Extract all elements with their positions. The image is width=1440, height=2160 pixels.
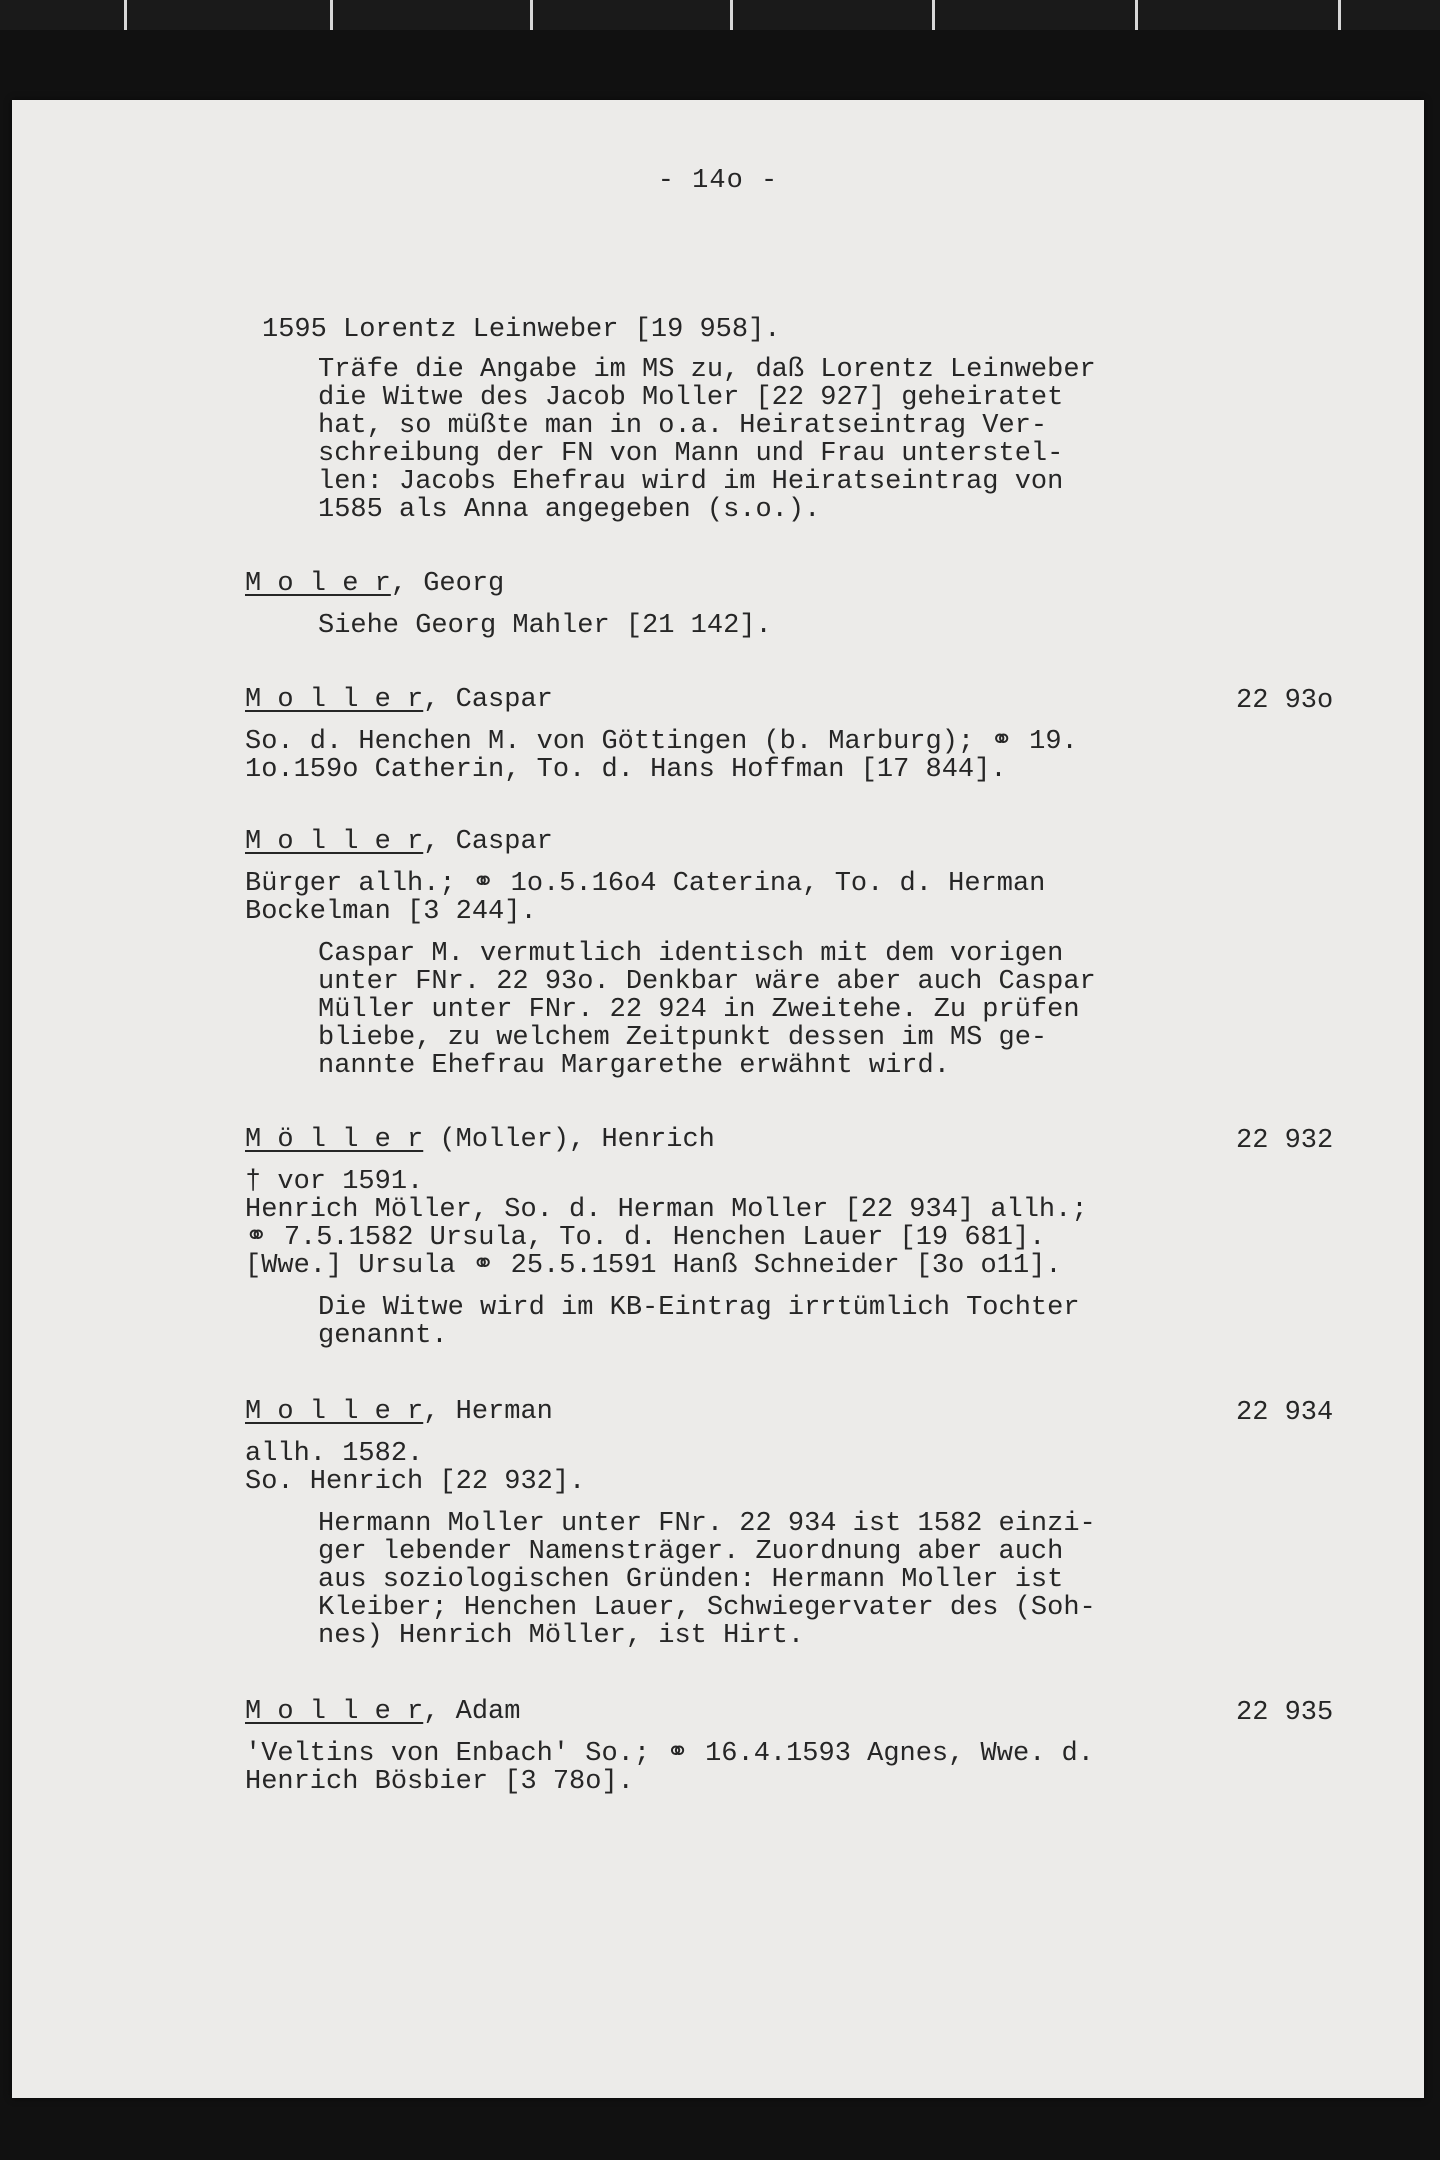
entry-line: 1595 Lorentz Leinweber [19 958]. bbox=[262, 315, 781, 345]
film-tick bbox=[730, 0, 733, 30]
entry-line: Henrich Bösbier [3 78o]. bbox=[245, 1767, 634, 1797]
note-line: Kleiber; Henchen Lauer, Schwiegervater des (Soh- bbox=[318, 1593, 1096, 1623]
note-line: die Witwe des Jacob Moller [22 927] geheiratet bbox=[318, 383, 1064, 413]
entry-heading: M o l e r, Georg bbox=[245, 569, 505, 599]
family-number: 22 932 bbox=[1236, 1126, 1334, 1156]
note-line: Hermann Moller unter FNr. 22 934 ist 1582 einzi- bbox=[318, 1509, 1096, 1539]
entry-line: Bürger allh.; ⚭ 1o.5.16o4 Caterina, To. d. Herman bbox=[245, 869, 1046, 899]
family-number: 22 934 bbox=[1236, 1398, 1334, 1428]
surname: M o l l e r bbox=[245, 827, 424, 857]
note-line: Müller unter FNr. 22 924 in Zweitehe. Zu prüfen bbox=[318, 995, 1080, 1025]
entry-line: So. d. Henchen M. von Göttingen (b. Marburg); ⚭ 19. bbox=[245, 727, 1078, 757]
note-line: Caspar M. vermutlich identisch mit dem vorigen bbox=[318, 939, 1064, 969]
document-page bbox=[12, 100, 1424, 2098]
note-line: nannte Ehefrau Margarethe erwähnt wird. bbox=[318, 1051, 950, 1081]
note-line: Träfe die Angabe im MS zu, daß Lorentz Leinweber bbox=[318, 355, 1096, 385]
surname: M o l l e r bbox=[245, 1397, 424, 1427]
scan-border-top bbox=[0, 0, 1440, 30]
entry-line: ⚭ 7.5.1582 Ursula, To. d. Henchen Lauer [19 681]. bbox=[245, 1223, 1046, 1253]
note-line: genannt. bbox=[318, 1321, 448, 1351]
film-tick bbox=[330, 0, 333, 30]
entry-line: † vor 1591. bbox=[245, 1167, 424, 1197]
entry-line: allh. 1582. bbox=[245, 1439, 424, 1469]
note-line: Die Witwe wird im KB-Eintrag irrtümlich Tochter bbox=[318, 1293, 1080, 1323]
page-number: - 14o - bbox=[657, 166, 779, 196]
entry-heading: M o l l e r, Caspar bbox=[245, 827, 553, 857]
film-tick bbox=[1338, 0, 1341, 30]
note-line: Siehe Georg Mahler [21 142]. bbox=[318, 611, 772, 641]
note-line: schreibung der FN von Mann und Frau unterstel- bbox=[318, 439, 1064, 469]
note-line: 1585 als Anna angegeben (s.o.). bbox=[318, 495, 821, 525]
note-line: bliebe, zu welchem Zeitpunkt dessen im MS ge- bbox=[318, 1023, 1048, 1053]
note-line: aus soziologischen Gründen: Hermann Moller ist bbox=[318, 1565, 1064, 1595]
note-line: len: Jacobs Ehefrau wird im Heiratseintrag von bbox=[318, 467, 1064, 497]
entry-heading: M o l l e r, Caspar bbox=[245, 685, 553, 715]
entry-line: Henrich Möller, So. d. Herman Moller [22 934] allh.; bbox=[245, 1195, 1088, 1225]
family-number: 22 935 bbox=[1236, 1698, 1334, 1728]
surname: M ö l l e r bbox=[245, 1125, 424, 1155]
entry-heading: M o l l e r, Herman bbox=[245, 1397, 553, 1427]
entry-line: 1o.159o Catherin, To. d. Hans Hoffman [17 844]. bbox=[245, 755, 1007, 785]
entry-line: [Wwe.] Ursula ⚭ 25.5.1591 Hanß Schneider [3o o11]. bbox=[245, 1251, 1062, 1281]
film-tick bbox=[1135, 0, 1138, 30]
surname: M o l e r bbox=[245, 569, 391, 599]
note-line: ger lebender Namensträger. Zuordnung aber auch bbox=[318, 1537, 1064, 1567]
note-line: unter FNr. 22 93o. Denkbar wäre aber auch Caspar bbox=[318, 967, 1096, 997]
note-line: hat, so müßte man in o.a. Heiratseintrag Ver- bbox=[318, 411, 1048, 441]
entry-heading: M o l l e r, Adam bbox=[245, 1697, 521, 1727]
film-tick bbox=[124, 0, 127, 30]
entry-line: Bockelman [3 244]. bbox=[245, 897, 537, 927]
note-line: nes) Henrich Möller, ist Hirt. bbox=[318, 1621, 805, 1651]
film-tick bbox=[530, 0, 533, 30]
entry-heading: M ö l l e r (Moller), Henrich bbox=[245, 1125, 715, 1155]
entry-line: 'Veltins von Enbach' So.; ⚭ 16.4.1593 Agnes, Wwe. d. bbox=[245, 1739, 1094, 1769]
entry-line: So. Henrich [22 932]. bbox=[245, 1467, 586, 1497]
surname: M o l l e r bbox=[245, 1697, 424, 1727]
film-tick bbox=[932, 0, 935, 30]
surname: M o l l e r bbox=[245, 685, 424, 715]
family-number: 22 93o bbox=[1236, 686, 1334, 716]
